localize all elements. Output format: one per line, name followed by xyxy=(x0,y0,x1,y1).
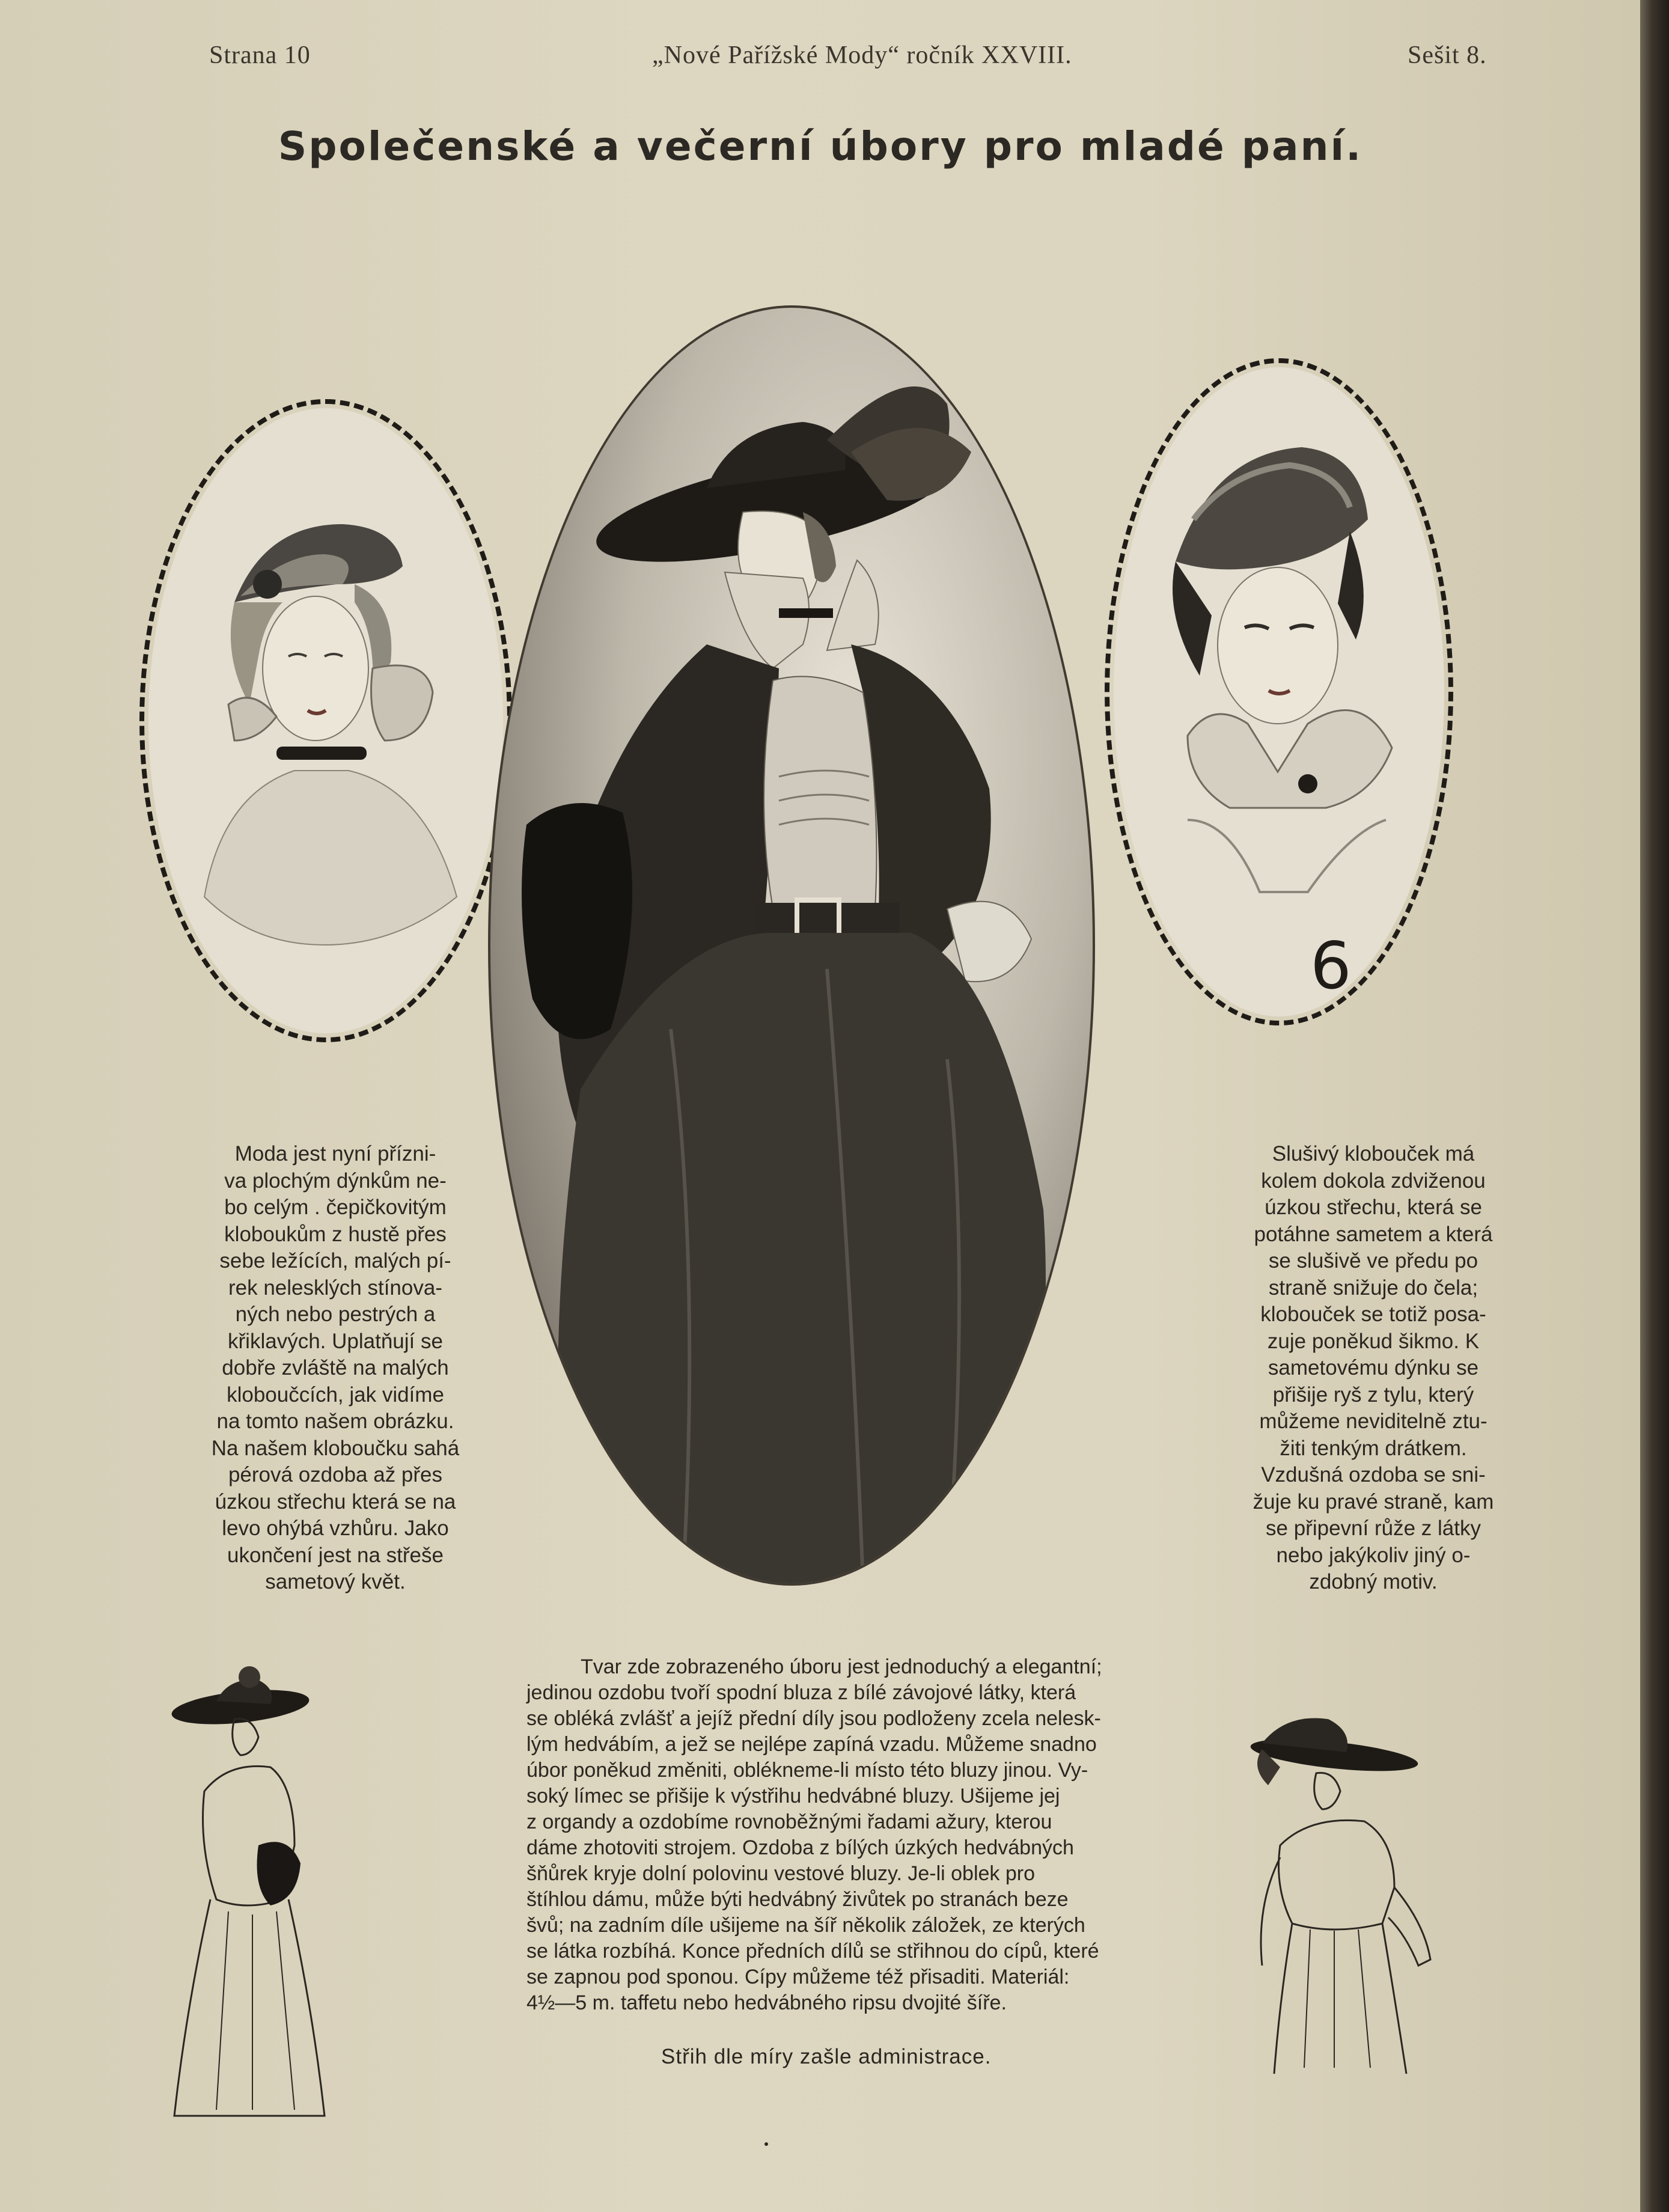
text-line: nebo jakýkoliv jiný o- xyxy=(1276,1543,1471,1567)
text-line: dobře zvláště na malých xyxy=(222,1356,449,1379)
text-line: úzkou střechu která se na xyxy=(215,1489,456,1514)
text-line: ukončení jest na střeše xyxy=(227,1543,444,1567)
text-line: šňůrek kryje dolní polovinu vestové bluzy. Je-li oblek pro xyxy=(526,1862,1036,1885)
text-line: kloboukům z hustě přes xyxy=(224,1222,447,1246)
text-line: soký límec se přišije k výstřihu hedvábné bluzy. Ušijeme jej xyxy=(526,1785,1060,1807)
text-line: straně snižuje do čela; xyxy=(1268,1276,1478,1300)
left-portrait-oval xyxy=(139,399,512,1042)
text-line: zdobný motiv. xyxy=(1309,1570,1438,1593)
journal-title-header: „Nové Pařížské Mody“ ročník XXVIII. xyxy=(652,41,1072,69)
text-line: Tvar zde zobrazeného úboru jest jednoduchý a elegantní; xyxy=(581,1655,1102,1678)
text-line: ných nebo pestrých a xyxy=(235,1303,436,1326)
center-figure-illustration xyxy=(490,308,1093,1583)
pattern-credit-note: Střih dle míry zašle administrace. xyxy=(661,2045,992,2068)
text-line: Slušivý klobouček má xyxy=(1272,1142,1475,1166)
right-portrait-illustration xyxy=(1109,363,1448,1021)
text-line: jedinou ozdobu tvoří spodní bluza z bílé závojové látky, která xyxy=(526,1681,1076,1704)
text-line: se připevní růže z látky xyxy=(1266,1517,1481,1540)
text-line: klobouček se totiž posa- xyxy=(1260,1303,1486,1326)
issue-number-label: Sešit 8. xyxy=(1408,41,1487,69)
text-line: sametový květ. xyxy=(265,1570,406,1593)
text-line: se obléká zvlášť a jejíž přední díly jsou podloženy zcela nelesk- xyxy=(526,1707,1101,1730)
text-line: úbor poněkud změniti, oblékneme-li místo této bluzy jinou. Vy- xyxy=(526,1759,1088,1782)
text-line: lým hedvábím, a jež se nejlépe zapíná vzadu. Můžeme snadno xyxy=(526,1733,1097,1756)
text-line: sametovému dýnku se xyxy=(1268,1356,1479,1379)
text-line: dáme zhotoviti strojem. Ozdoba z bílých úzkých hedvábných xyxy=(526,1836,1074,1859)
text-line: pérová ozdoba až přes xyxy=(228,1463,443,1486)
text-line: na tomto našem obrázku. xyxy=(216,1410,454,1433)
garment-description xyxy=(526,1654,1179,2016)
text-line: se slušivě ve předu po xyxy=(1268,1249,1478,1273)
front-view-sketch xyxy=(162,1647,343,2128)
text-line: se látka rozbíhá. Konce předních dílů se střihnou do cípů, které xyxy=(526,1940,1099,1963)
left-column-text xyxy=(191,1141,480,1596)
plate-number: 6 xyxy=(1310,929,1352,1004)
binding-spine xyxy=(1640,0,1669,2212)
text-line: štíhlou dámu, může býti hedvábný živůtek po stranách beze xyxy=(526,1888,1069,1911)
text-line: 4½—5 m. taffetu nebo hedvábného ripsu dvojité šíře. xyxy=(526,1991,1007,2014)
page-number-label: Strana 10 xyxy=(209,41,311,69)
text-line: sebe ležících, malých pí- xyxy=(219,1249,451,1273)
right-portrait-oval xyxy=(1105,358,1453,1025)
page-title: Společenské a večerní úbory pro mladé paní. xyxy=(278,123,1363,170)
text-line: z organdy a ozdobíme rovnoběžnými řadami ažury, kterou xyxy=(526,1810,1052,1833)
text-line: Vzdušná ozdoba se sni- xyxy=(1261,1463,1486,1486)
text-line: přišije ryš z tylu, který xyxy=(1272,1382,1474,1407)
text-line: potáhne sametem a která xyxy=(1254,1222,1493,1246)
text-line: švů; na zadním díle ušijeme na šíř několik záložek, ze kterých xyxy=(526,1914,1085,1937)
text-line: rek nelesklých stínova- xyxy=(228,1276,442,1300)
text-line: kloboučcích, jak vidíme xyxy=(227,1382,444,1407)
text-line: můžeme neviditelně ztu- xyxy=(1259,1410,1487,1433)
right-column-text xyxy=(1244,1141,1503,1596)
text-line: levo ohýbá vzhůru. Jako xyxy=(222,1517,449,1540)
text-line: Na našem kloboučku sahá xyxy=(211,1436,460,1460)
text-line: bo celým . čepičkovitým xyxy=(224,1196,447,1219)
left-portrait-illustration xyxy=(144,404,507,1037)
text-line: Moda jest nyní přízni- xyxy=(234,1142,436,1166)
text-line: kolem dokola zdviženou xyxy=(1261,1169,1486,1193)
text-line: žuje ku pravé straně, kam xyxy=(1253,1489,1494,1514)
text-line: se zapnou pod sponou. Cípy můžeme též přisaditi. Materiál: xyxy=(526,1966,1070,1988)
back-view-sketch xyxy=(1226,1707,1454,2080)
text-line: křiklavých. Uplatňují se xyxy=(228,1329,443,1353)
text-line: va plochým dýnkům ne- xyxy=(224,1169,447,1193)
text-line: žiti tenkým drátkem. xyxy=(1280,1436,1467,1460)
print-mark xyxy=(764,2142,768,2146)
text-line: zuje poněkud šikmo. K xyxy=(1267,1329,1480,1353)
text-line: úzkou střechu, která se xyxy=(1265,1196,1482,1219)
center-figure-oval xyxy=(488,305,1095,1586)
